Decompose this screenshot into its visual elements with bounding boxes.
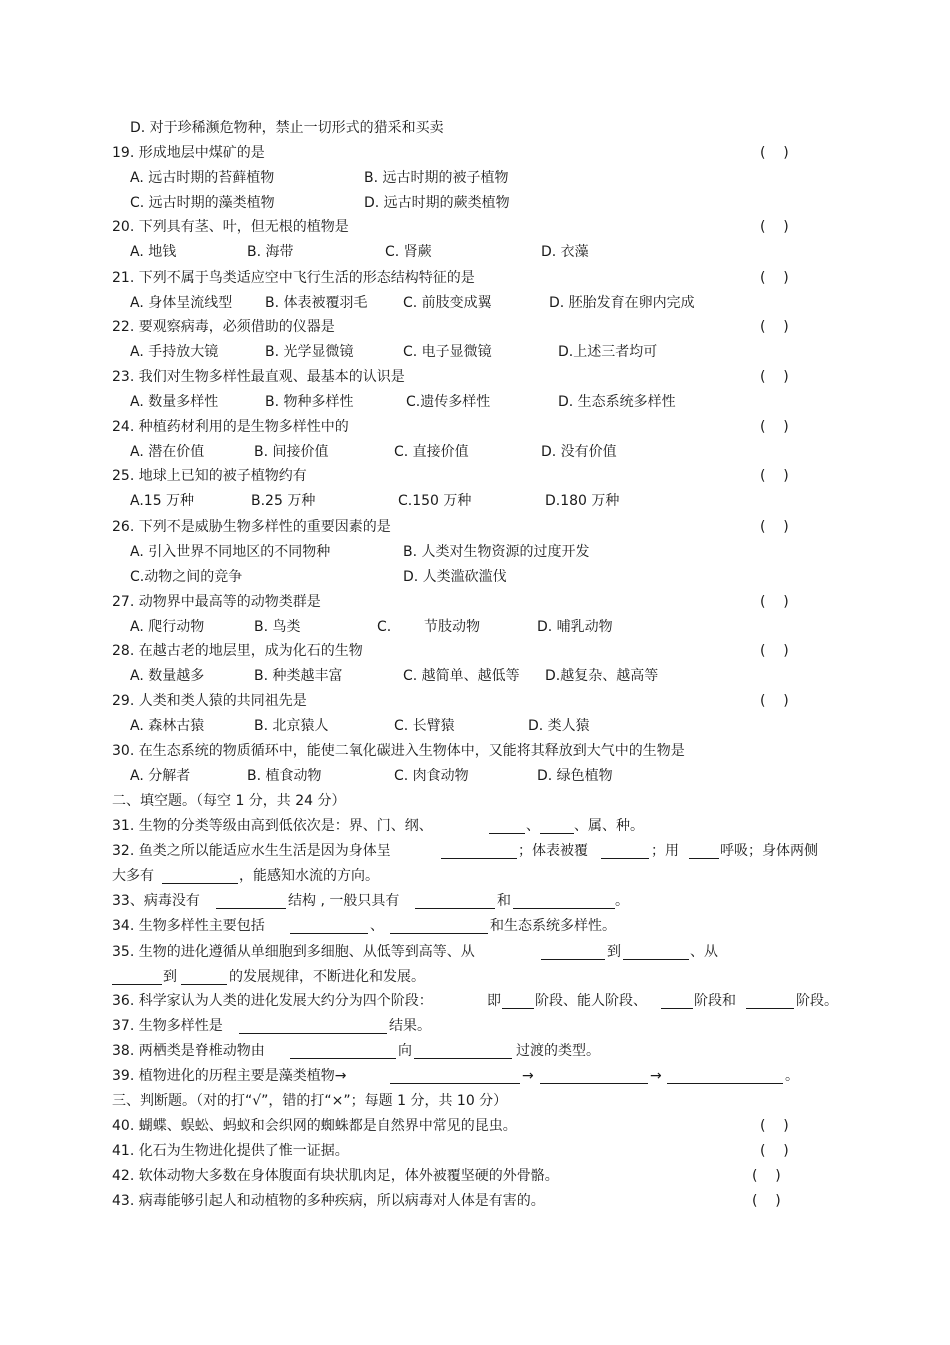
q38-text-2: 向: [398, 1043, 412, 1059]
q36-row: [0, 990, 950, 1012]
q24-stem: 24. 种植药材利用的是生物多样性中的: [112, 419, 349, 435]
q21-option-c: C. 前肢变成翼: [403, 295, 492, 311]
q21-stem-row: [0, 267, 950, 289]
q26-option-c: C.动物之间的竞争: [130, 569, 243, 585]
q23-option-c: C.遗传多样性: [406, 394, 491, 410]
q33-blank-1[interactable]: [216, 892, 286, 909]
q27-option-a: A. 爬行动物: [130, 619, 205, 635]
q30-option-b: B. 植食动物: [247, 768, 322, 784]
q27-stem-row: [0, 591, 950, 613]
q43-answer-paren[interactable]: ( ): [752, 1193, 781, 1209]
q24-answer-paren[interactable]: ( ): [760, 419, 789, 435]
q21-option-d: D. 胚胎发育在卵内完成: [549, 295, 695, 311]
q35-blank-3[interactable]: [112, 968, 162, 985]
q21-stem: 21. 下列不属于鸟类适应空中飞行生活的形态结构特征的是: [112, 270, 475, 286]
q36-blank-1[interactable]: [502, 992, 534, 1009]
q39-blank-3[interactable]: [667, 1067, 783, 1084]
q31-text-3: 、属、种。: [574, 818, 644, 834]
q21-answer-paren[interactable]: ( ): [760, 270, 789, 286]
q37-row: [0, 1015, 950, 1037]
q30-stem: 30. 在生态系统的物质循环中，能使二氧化碳进入生物体中，又能将其释放到大气中的生物是: [112, 743, 685, 759]
q41-row: [0, 1140, 950, 1162]
q23-option-b: B. 物种多样性: [265, 394, 354, 410]
q28-stem: 28. 在越古老的地层里，成为化石的生物: [112, 643, 363, 659]
q32-blank-1[interactable]: [441, 842, 517, 859]
q19-option-b: B. 远古时期的被子植物: [364, 170, 509, 186]
q28-option-a: A. 数量越多: [130, 668, 205, 684]
q42-answer-paren[interactable]: ( ): [752, 1168, 781, 1184]
q20-stem: 20. 下列具有茎、叶，但无根的植物是: [112, 219, 349, 235]
q26-answer-paren[interactable]: ( ): [760, 519, 789, 535]
q28-option-b: B. 种类越丰富: [254, 668, 343, 684]
q36-blank-3[interactable]: [746, 992, 794, 1009]
q31-text-2: 、: [526, 818, 540, 834]
q27-option-c-text: 节肢动物: [424, 619, 480, 635]
q23-option-d: D. 生态系统多样性: [558, 394, 676, 410]
q37-text-1: 37. 生物多样性是: [112, 1018, 223, 1034]
q22-option-b: B. 光学显微镜: [265, 344, 354, 360]
q27-option-c-letter: C.: [377, 619, 392, 635]
q22-stem: 22. 要观察病毒，必须借助的仪器是: [112, 319, 335, 335]
q34-text-2: 、: [370, 918, 384, 934]
q35-row-1: [0, 941, 950, 963]
q29-option-d: D. 类人猿: [528, 718, 590, 734]
q22-option-row: [0, 341, 950, 363]
q26-stem-row: [0, 516, 950, 538]
q19-stem-row: [0, 142, 950, 164]
q19-option-row: [0, 192, 950, 214]
q36-text-2: 即: [487, 993, 501, 1009]
q28-option-c: C. 越简单、越低等: [403, 668, 520, 684]
q18-option-row: [0, 117, 950, 139]
q21-option-row: [0, 292, 950, 314]
q25-option-d: D.180 万种: [545, 493, 620, 509]
section-2-heading-row: [0, 790, 950, 812]
q20-answer-paren[interactable]: ( ): [760, 219, 789, 235]
q39-blank-1[interactable]: [390, 1067, 520, 1084]
q36-text-3: 阶段、能人阶段、: [535, 993, 647, 1009]
q24-stem-row: [0, 416, 950, 438]
q22-option-d: D.上述三者均可: [558, 344, 658, 360]
q21-option-a: A. 身体呈流线型: [130, 295, 233, 311]
q35-blank-1[interactable]: [541, 943, 605, 960]
q24-option-row: [0, 441, 950, 463]
section-3-heading: 三、判断题。（对的打“√”，错的打“×”；每题 1 分，共 10 分）: [112, 1093, 508, 1109]
q20-option-d: D. 衣藻: [541, 244, 589, 260]
q29-option-a: A. 森林古猿: [130, 718, 205, 734]
q29-option-b: B. 北京猿人: [254, 718, 329, 734]
q34-blank-1[interactable]: [290, 917, 368, 934]
q24-option-c: C. 直接价值: [394, 444, 469, 460]
q25-option-a: A.15 万种: [130, 493, 195, 509]
q33-blank-3[interactable]: [513, 892, 615, 909]
q20-option-c: C. 肾蕨: [385, 244, 432, 260]
q30-stem-row: [0, 740, 950, 762]
q33-row: [0, 890, 950, 912]
q34-text-1: 34. 生物多样性主要包括: [112, 918, 265, 934]
q35-text-4: 到: [163, 969, 177, 985]
q23-stem: 23. 我们对生物多样性最直观、最基本的认识是: [112, 369, 405, 385]
q35-text-2: 到: [607, 944, 621, 960]
q40-stem: 40. 蝴蝶、蜈蚣、蚂蚁和会织网的蜘蛛都是自然界中常见的昆虫。: [112, 1118, 517, 1134]
q30-option-a: A. 分解者: [130, 768, 191, 784]
q22-option-c: C. 电子显微镜: [403, 344, 492, 360]
q32-text-3: ；用: [651, 843, 679, 859]
q30-option-c: C. 肉食动物: [394, 768, 469, 784]
q38-text-1: 38. 两栖类是脊椎动物由: [112, 1043, 265, 1059]
q19-option-row: [0, 167, 950, 189]
q23-option-a: A. 数量多样性: [130, 394, 219, 410]
q25-option-row: [0, 490, 950, 512]
q33-text-4: 。: [615, 893, 629, 909]
q33-blank-2[interactable]: [415, 892, 495, 909]
q39-blank-2[interactable]: [540, 1067, 648, 1084]
q43-row: [0, 1190, 950, 1212]
q19-stem: 19. 形成地层中煤矿的是: [112, 145, 265, 161]
q34-text-3: 和生态系统多样性。: [490, 918, 616, 934]
q31-row: [0, 815, 950, 837]
q24-option-d: D. 没有价值: [541, 444, 617, 460]
q35-blank-4[interactable]: [181, 968, 227, 985]
q26-option-row: [0, 541, 950, 563]
q26-option-a: A. 引入世界不同地区的不同物种: [130, 544, 331, 560]
q24-option-b: B. 间接价值: [254, 444, 329, 460]
q36-text-5: 阶段。: [796, 993, 838, 1009]
q25-option-c: C.150 万种: [398, 493, 472, 509]
q35-row-2: [0, 966, 950, 988]
q33-text-3: 和: [497, 893, 511, 909]
q27-option-d: D. 哺乳动物: [537, 619, 613, 635]
q36-text-4: 阶段和: [694, 993, 736, 1009]
q20-option-a: A. 地钱: [130, 244, 177, 260]
q40-row: [0, 1115, 950, 1137]
q32-text-4: 呼吸；身体两侧: [720, 843, 818, 859]
q28-option-d: D.越复杂、越高等: [545, 668, 659, 684]
q40-answer-paren[interactable]: ( ): [760, 1118, 789, 1134]
q42-stem: 42. 软体动物大多数在身体腹面有块状肌肉足，体外被覆坚硬的外骨骼。: [112, 1168, 559, 1184]
q38-blank-1[interactable]: [290, 1042, 396, 1059]
q35-text-1: 35. 生物的进化遵循从单细胞到多细胞、从低等到高等、从: [112, 944, 475, 960]
q36-blank-2[interactable]: [661, 992, 693, 1009]
q27-option-row: [0, 616, 950, 638]
q32-text-2: ；体表被覆: [518, 843, 588, 859]
q39-row: [0, 1065, 950, 1087]
q23-option-row: [0, 391, 950, 413]
q32-blank-2[interactable]: [601, 842, 649, 859]
q29-stem-row: [0, 690, 950, 712]
q29-option-c: C. 长臂猿: [394, 718, 455, 734]
q32-row-1: [0, 840, 950, 862]
q43-stem: 43. 病毒能够引起人和动植物的多种疾病，所以病毒对人体是有害的。: [112, 1193, 545, 1209]
q27-option-b: B. 鸟类: [254, 619, 301, 635]
q26-option-row: [0, 566, 950, 588]
q34-row: [0, 915, 950, 937]
q39-text-1: 39. 植物进化的历程主要是藻类植物→: [112, 1068, 347, 1084]
section-3-heading-row: [0, 1090, 950, 1112]
q25-stem: 25. 地球上已知的被子植物约有: [112, 468, 307, 484]
q22-option-a: A. 手持放大镜: [130, 344, 219, 360]
q35-blank-2[interactable]: [623, 943, 689, 960]
q32-blank-4[interactable]: [162, 867, 238, 884]
section-2-heading: 二、填空题。（每空 1 分，共 24 分）: [112, 793, 346, 809]
q25-option-b: B.25 万种: [251, 493, 316, 509]
q28-stem-row: [0, 640, 950, 662]
q41-answer-paren[interactable]: ( ): [760, 1143, 789, 1159]
q31-blank-1[interactable]: [489, 817, 525, 834]
q28-answer-paren[interactable]: ( ): [760, 643, 789, 659]
q37-text-2: 结果。: [389, 1018, 431, 1034]
q20-stem-row: [0, 216, 950, 238]
q38-text-3: 过渡的类型。: [516, 1043, 600, 1059]
q24-option-a: A. 潜在价值: [130, 444, 205, 460]
q33-text-2: 结构 , 一般只具有: [288, 893, 400, 909]
q34-blank-2[interactable]: [390, 917, 488, 934]
q42-row: [0, 1165, 950, 1187]
q32-text-1: 32. 鱼类之所以能适应水生生活是因为身体呈: [112, 843, 391, 859]
q20-option-b: B. 海带: [247, 244, 294, 260]
q22-answer-paren[interactable]: ( ): [760, 319, 789, 335]
q25-answer-paren[interactable]: ( ): [760, 468, 789, 484]
q31-text-1: 31. 生物的分类等级由高到低依次是：界、门、纲、: [112, 818, 433, 834]
q26-stem: 26. 下列不是威胁生物多样性的重要因素的是: [112, 519, 391, 535]
q33-text-1: 33、病毒没有: [112, 893, 200, 909]
q29-stem: 29. 人类和类人猿的共同祖先是: [112, 693, 307, 709]
q26-option-d: D. 人类滥砍滥伐: [403, 569, 507, 585]
q19-option-a: A. 远古时期的苔藓植物: [130, 170, 275, 186]
q32-text-5: 大多有: [112, 868, 154, 884]
q25-stem-row: [0, 465, 950, 487]
q19-option-c: C. 远古时期的藻类植物: [130, 195, 275, 211]
q35-text-5: 的发展规律，不断进化和发展。: [229, 969, 425, 985]
q29-answer-paren[interactable]: ( ): [760, 693, 789, 709]
q32-row-2: [0, 865, 950, 887]
q21-option-b: B. 体表被覆羽毛: [265, 295, 368, 311]
q19-answer-paren[interactable]: ( ): [760, 145, 789, 161]
q27-answer-paren[interactable]: ( ): [760, 594, 789, 610]
q39-text-end: 。: [785, 1068, 799, 1084]
q31-blank-2[interactable]: [540, 817, 574, 834]
q28-option-row: [0, 665, 950, 687]
q22-stem-row: [0, 316, 950, 338]
q36-text-1: 36. 科学家认为人类的进化发展大约分为四个阶段：: [112, 993, 433, 1009]
q26-option-b: B. 人类对生物资源的过度开发: [403, 544, 590, 560]
q39-arrow-2: →: [650, 1068, 662, 1084]
q23-answer-paren[interactable]: ( ): [760, 369, 789, 385]
q18-option-d: D. 对于珍稀濒危物种，禁止一切形式的猎采和买卖: [130, 120, 444, 136]
q39-arrow-1: →: [522, 1068, 534, 1084]
q20-option-row: [0, 241, 950, 263]
q35-text-3: 、从: [690, 944, 718, 960]
q38-row: [0, 1040, 950, 1062]
q30-option-row: [0, 765, 950, 787]
q30-option-d: D. 绿色植物: [537, 768, 613, 784]
q19-option-d: D. 远古时期的蕨类植物: [364, 195, 510, 211]
q23-stem-row: [0, 366, 950, 388]
q37-blank-1[interactable]: [239, 1017, 387, 1034]
q32-blank-3[interactable]: [689, 842, 719, 859]
q41-stem: 41. 化石为生物进化提供了惟一证据。: [112, 1143, 349, 1159]
q27-stem: 27. 动物界中最高等的动物类群是: [112, 594, 321, 610]
q38-blank-2[interactable]: [414, 1042, 512, 1059]
q32-text-6: ，能感知水流的方向。: [239, 868, 379, 884]
q29-option-row: [0, 715, 950, 737]
